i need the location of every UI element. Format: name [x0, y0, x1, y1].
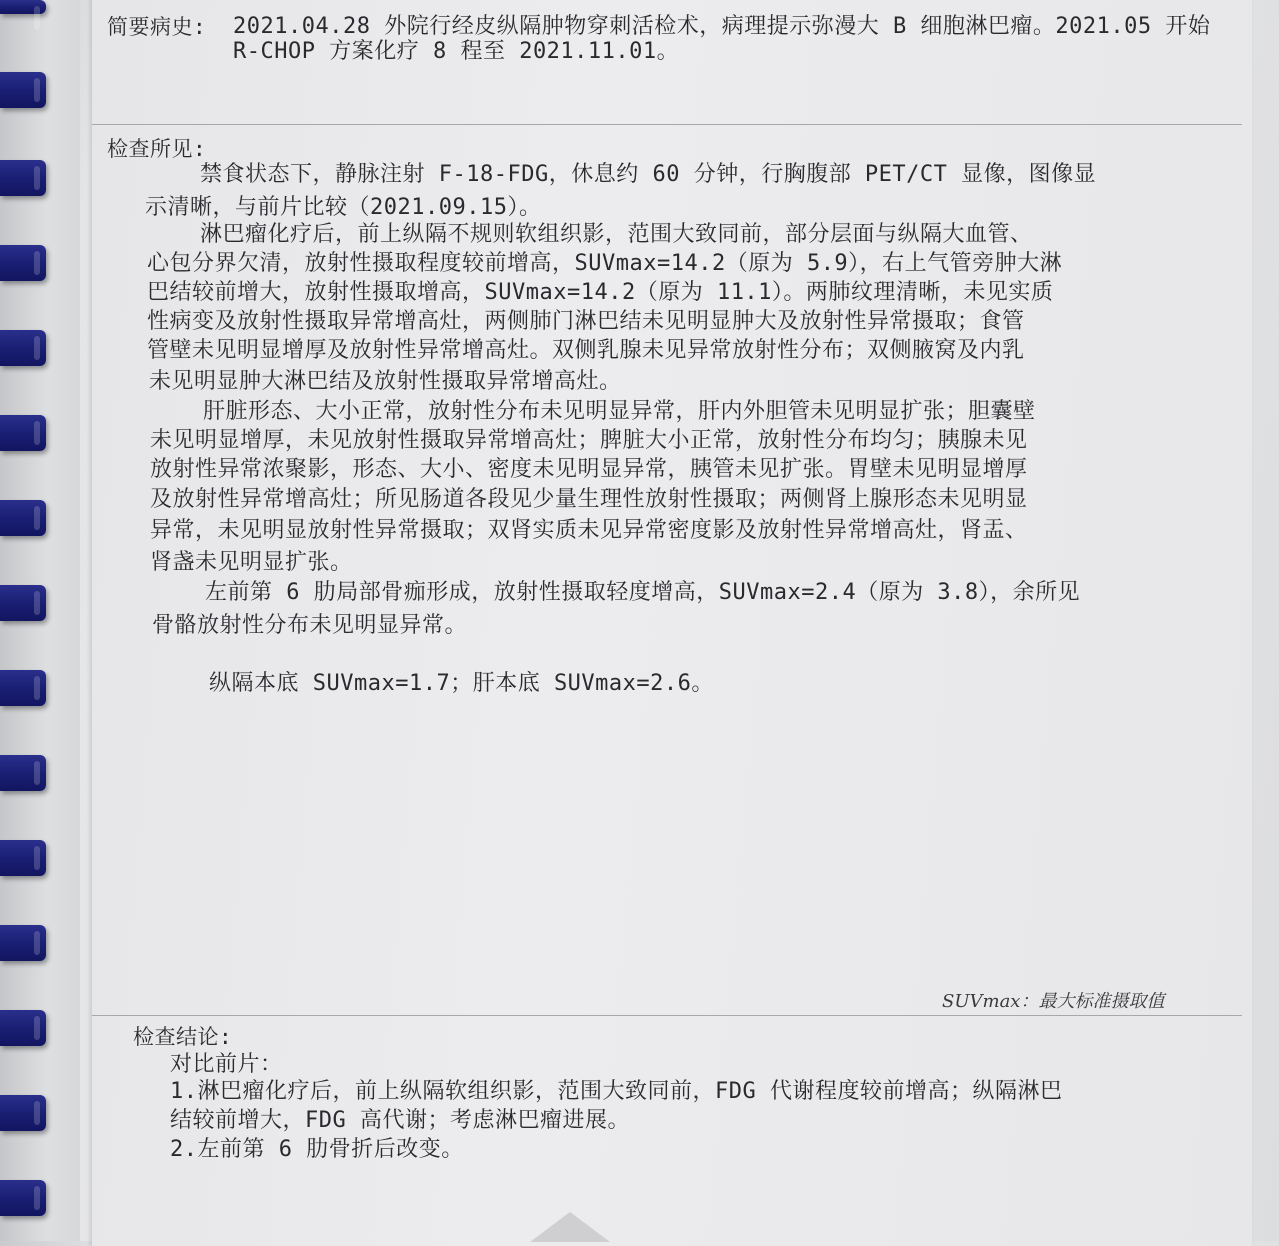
binder-ring: [0, 245, 46, 281]
findings-line: 巴结较前增大，放射性摄取增高，SUVmax=14.2（原为 11.1）。两肺纹理清晰，未见实质: [147, 280, 1054, 305]
findings-line: 心包分界欠清，放射性摄取程度较前增高，SUVmax=14.2（原为 5.9），右上气管旁肿大淋: [147, 251, 1063, 276]
binder-ring: [0, 0, 46, 14]
binder-spine: [0, 0, 80, 1241]
findings-line: 肾盏未见明显扩张。: [150, 550, 353, 575]
findings-line: 未见明显肿大淋巴结及放射性摄取异常增高灶。: [149, 369, 622, 394]
findings-line: 放射性异常浓聚影，形态、大小、密度未见明显异常，胰管未见扩张。胃壁未见明显增厚: [150, 457, 1028, 482]
conclusion-line: 结较前增大，FDG 高代谢；考虑淋巴瘤进展。: [170, 1108, 630, 1133]
findings-line: 未见明显增厚，未见放射性摄取异常增高灶；脾脏大小正常，放射性分布均匀；胰腺未见: [150, 428, 1028, 453]
binder-ring: [0, 415, 46, 451]
history-label: 简要病史:: [107, 15, 207, 39]
binder-ring: [0, 670, 46, 706]
suvmax-footnote: SUVmax：最大标准摄取值: [942, 991, 1165, 1012]
findings-line: 骨骼放射性分布未见明显异常。: [152, 613, 468, 638]
findings-line: 淋巴瘤化疗后，前上纵隔不规则软组织影，范围大致同前，部分层面与纵隔大血管、: [200, 222, 1033, 247]
page-edge-mark: [530, 1212, 610, 1242]
findings-baseline: 纵隔本底 SUVmax=1.7；肝本底 SUVmax=2.6。: [209, 671, 714, 696]
conclusion-line: 1.淋巴瘤化疗后，前上纵隔软组织影，范围大致同前，FDG 代谢程度较前增高；纵隔淋巴: [170, 1079, 1063, 1104]
binder-ring: [0, 72, 46, 108]
findings-line: 管壁未见明显增厚及放射性异常增高灶。双侧乳腺未见异常放射性分布；双侧腋窝及内乳: [147, 338, 1025, 363]
binder-ring: [0, 1180, 46, 1216]
binder-ring: [0, 1095, 46, 1131]
binder-ring: [0, 925, 46, 961]
conclusion-intro: 对比前片：: [170, 1052, 283, 1077]
findings-line: 示清晰，与前片比较（2021.09.15）。: [145, 195, 542, 220]
findings-line: 肝脏形态、大小正常，放射性分布未见明显异常，肝内外胆管未见明显扩张；胆囊壁: [203, 399, 1036, 424]
conclusion-label: 检查结论:: [133, 1025, 233, 1049]
section-divider: [92, 1015, 1242, 1016]
binder-ring: [0, 500, 46, 536]
binder-ring: [0, 330, 46, 366]
history-line: R-CHOP 方案化疗 8 程至 2021.11.01。: [233, 39, 680, 64]
findings-line: 异常，未见明显放射性异常摄取；双肾实质未见异常密度影及放射性异常增高灶，肾盂、: [150, 518, 1028, 543]
findings-line: 禁食状态下，静脉注射 F-18-FDG，休息约 60 分钟，行胸腹部 PET/CT 显像，图像显: [200, 162, 1097, 187]
findings-line: 及放射性异常增高灶；所见肠道各段见少量生理性放射性摄取；两侧肾上腺形态未见明显: [150, 487, 1028, 512]
findings-label: 检查所见:: [107, 137, 207, 161]
findings-line: 性病变及放射性摄取异常增高灶，两侧肺门淋巴结未见明显肿大及放射性异常摄取；食管: [147, 309, 1025, 334]
binder-ring: [0, 585, 46, 621]
conclusion-line: 2.左前第 6 肋骨折后改变。: [170, 1137, 464, 1162]
binder-ring: [0, 840, 46, 876]
binder-ring: [0, 1010, 46, 1046]
binder-ring: [0, 755, 46, 791]
history-line: 2021.04.28 外院行经皮纵隔肿物穿刺活检术，病理提示弥漫大 B 细胞淋巴瘤。2021.05 开始: [233, 14, 1211, 39]
section-divider: [92, 124, 1242, 125]
binder-ring: [0, 160, 46, 196]
findings-line: 左前第 6 肋局部骨痂形成，放射性摄取轻度增高，SUVmax=2.4（原为 3.8），余所见: [205, 580, 1081, 605]
